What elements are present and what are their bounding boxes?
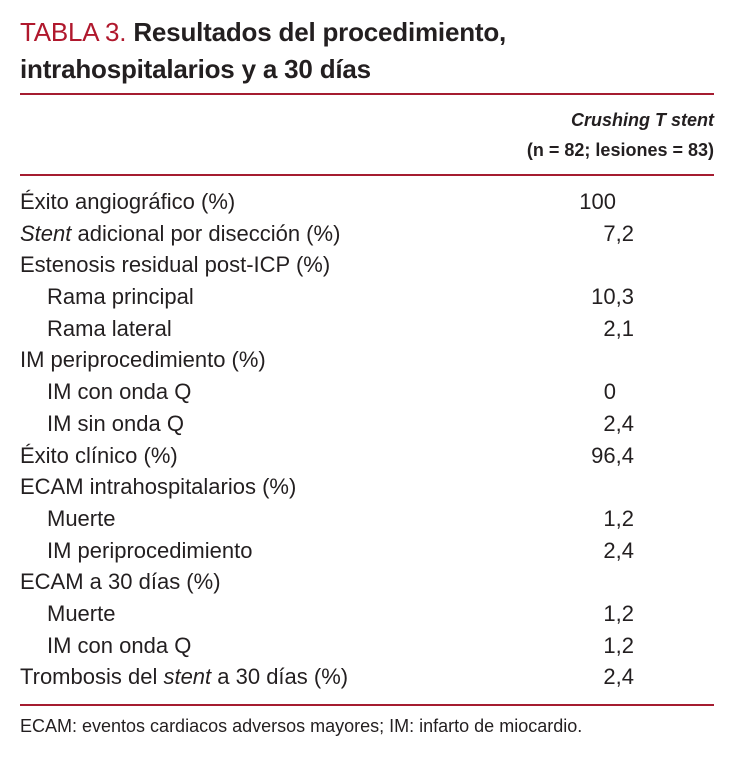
row-label: Éxito clínico (%) [20, 442, 178, 468]
column-header-group: Crushing T stent [571, 110, 714, 130]
table-row [20, 503, 714, 535]
row-value: 10,3 [591, 284, 634, 310]
row-label: Estenosis residual post-ICP (%) [20, 252, 331, 278]
row-value: 1,2 [603, 600, 634, 626]
row-label: ECAM a 30 días (%) [20, 569, 221, 595]
table-row [20, 535, 714, 567]
column-header-sample: (n = 82; lesiones = 83) [526, 140, 714, 160]
row-label: IM sin onda Q [47, 410, 184, 436]
table-label: TABLA 3. [20, 17, 127, 47]
bottom-rule [20, 704, 714, 706]
row-value: 2,4 [603, 664, 634, 690]
row-value: 7,2 [603, 220, 634, 246]
table-row [20, 408, 714, 440]
top-rule [20, 93, 714, 95]
table-row [20, 566, 714, 598]
table-row [20, 249, 714, 281]
row-label: IM con onda Q [47, 379, 192, 405]
row-label: IM periprocedimiento [47, 537, 253, 563]
row-label: Rama lateral [47, 315, 172, 341]
row-label-italic: stent [163, 664, 212, 690]
table-title [20, 14, 720, 88]
header-rule [20, 174, 714, 176]
table-row [20, 186, 714, 218]
table-title-text: Resultados del procedimiento, intrahospitalarios y a 30 días [20, 17, 507, 84]
row-label [20, 218, 340, 250]
row-label: IM periprocedimiento (%) [20, 347, 266, 373]
table-row [20, 281, 714, 313]
table-row [20, 376, 714, 408]
row-value: 0 [603, 379, 616, 405]
row-label-text: Trombosis del [20, 664, 164, 690]
row-value: 2,4 [603, 537, 634, 563]
table-row [20, 471, 714, 503]
row-value: 100 [579, 189, 616, 214]
row-label: ECAM intrahospitalarios (%) [20, 474, 297, 500]
row-label-text: adicional por disección (%) [71, 220, 341, 246]
row-label: Rama principal [47, 284, 194, 310]
table-row [20, 598, 714, 630]
table-row [20, 440, 714, 472]
row-value: 2,4 [603, 410, 634, 436]
table-body [20, 186, 714, 693]
row-label: IM con onda Q [47, 632, 192, 658]
row-value: 1,2 [603, 505, 634, 531]
row-value: 96,4 [591, 442, 634, 468]
table-row [20, 344, 714, 376]
row-value: 1,2 [603, 632, 634, 658]
table-row [20, 630, 714, 662]
row-label: Éxito angiográfico (%) [20, 189, 236, 214]
table-row [20, 313, 714, 345]
table-row [20, 661, 714, 693]
row-label-text-after: a 30 días (%) [211, 664, 349, 690]
row-label-italic: Stent [20, 220, 72, 246]
row-label [20, 661, 348, 693]
table-footnote: ECAM: eventos cardiacos adversos mayores; IM: infarto de miocardio. [20, 716, 583, 736]
table-row [20, 218, 714, 250]
row-label: Muerte [47, 505, 116, 531]
row-label: Muerte [47, 600, 116, 626]
row-value: 2,1 [603, 315, 634, 341]
